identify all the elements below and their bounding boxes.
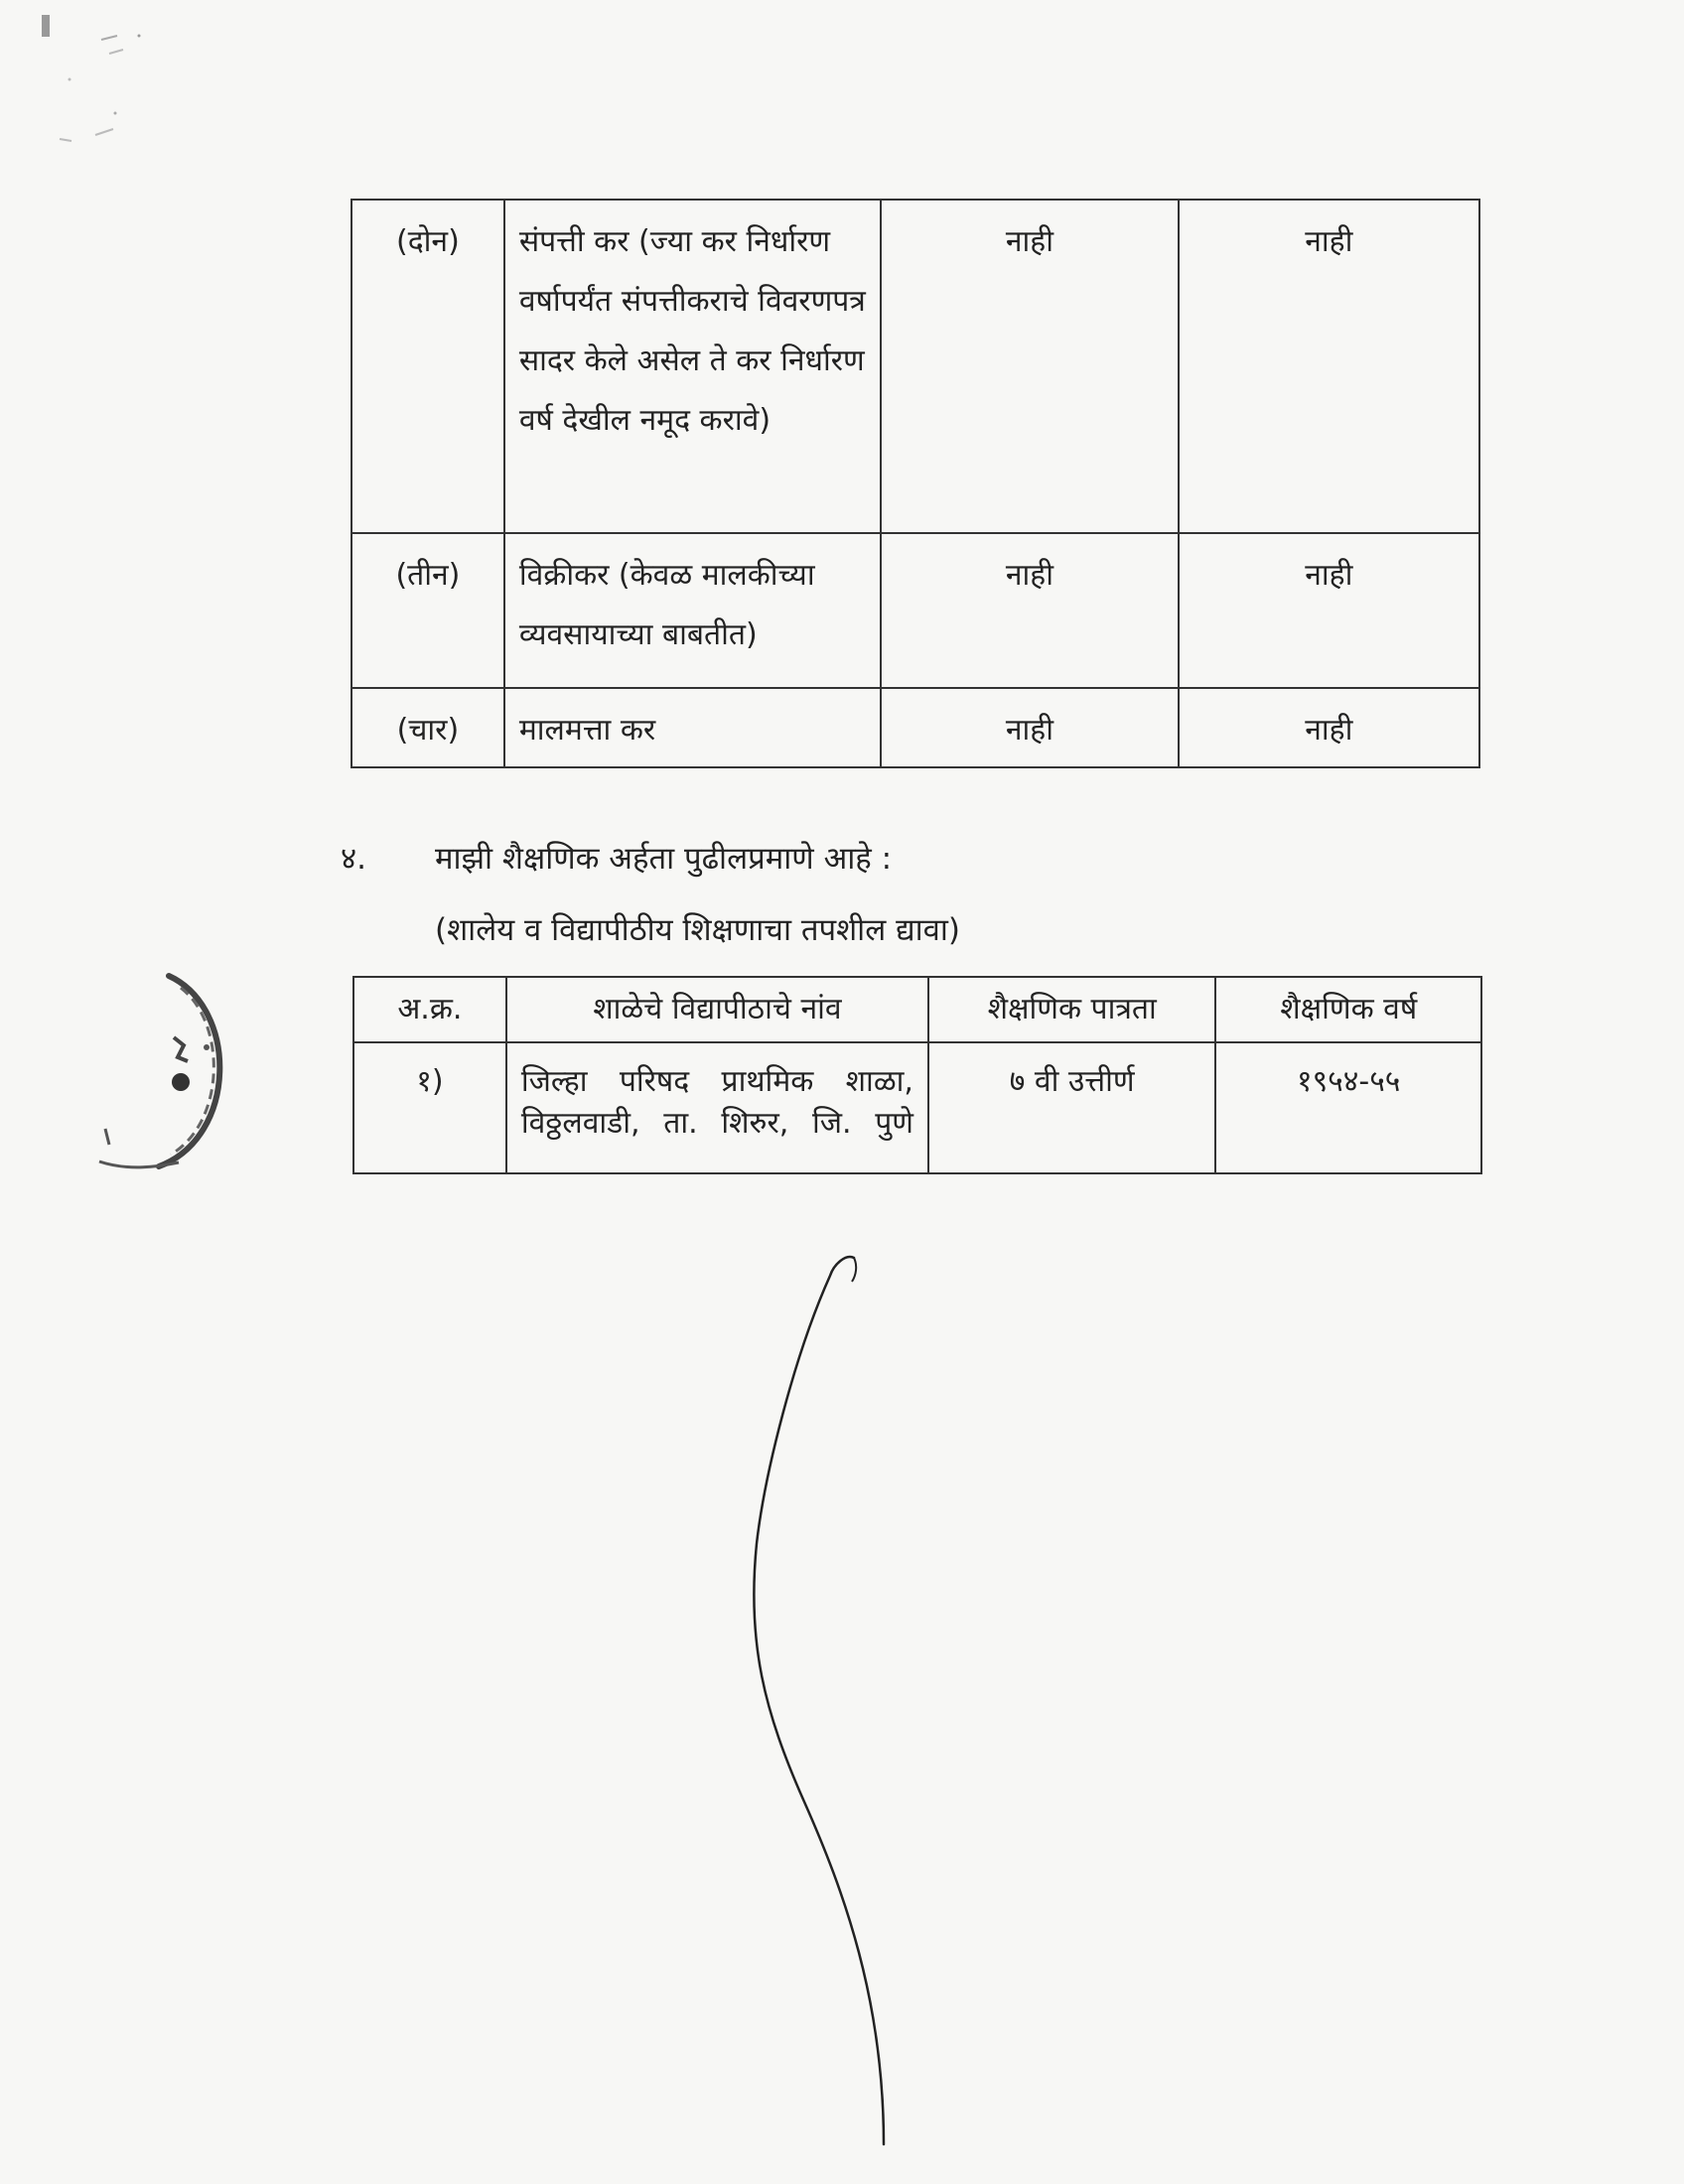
row-serial: (दोन) — [351, 200, 504, 533]
row-qualification: ७ वी उत्तीर्ण — [928, 1042, 1215, 1173]
handwritten-signature — [735, 1246, 913, 2149]
scan-artifact-marks — [40, 10, 159, 149]
column-header-academic-year: शैक्षणिक वर्ष — [1215, 977, 1481, 1042]
row-school-name: जिल्हा परिषद प्राथमिक शाळा, विठ्ठलवाडी, ता. शिरुर, जि. पुणे — [506, 1042, 928, 1173]
column-header-qualification: शैक्षणिक पात्रता — [928, 977, 1215, 1042]
tax-table — [351, 199, 1480, 768]
row-academic-year: १९५४-५५ — [1215, 1042, 1481, 1173]
row-value: नाही — [881, 533, 1178, 688]
row-description: मालमत्ता कर — [504, 688, 881, 767]
table-row — [351, 533, 1479, 688]
column-header-serial: अ.क्र. — [353, 977, 506, 1042]
row-value: नाही — [1179, 688, 1479, 767]
table-row — [353, 1042, 1481, 1173]
education-table — [352, 976, 1482, 1174]
row-serial: (तीन) — [351, 533, 504, 688]
row-description: संपत्ती कर (ज्या कर निर्धारण वर्षापर्यंत संपत्तीकराचे विवरणपत्र सादर केले असेल ते कर निर्धारण वर्ष देखील नमूद करावे) — [504, 200, 881, 533]
row-value: नाही — [881, 200, 1178, 533]
row-serial: (चार) — [351, 688, 504, 767]
row-value: नाही — [881, 688, 1178, 767]
table-header-row — [353, 977, 1481, 1042]
row-description: विक्रीकर (केवळ मालकीच्या व्यवसायाच्या बाबतीत) — [504, 533, 881, 688]
section-number: ४. — [341, 841, 366, 877]
section-heading — [341, 834, 892, 884]
row-value: नाही — [1179, 533, 1479, 688]
table-row — [351, 688, 1479, 767]
section-title: माझी शैक्षणिक अर्हता पुढीलप्रमाणे आहे : — [435, 841, 893, 877]
column-header-school-name: शाळेचे विद्यापीठाचे नांव — [506, 977, 928, 1042]
section-subheading: (शालेय व विद्यापीठीय शिक्षणाचा तपशील द्यावा) — [435, 912, 961, 948]
row-value: नाही — [1179, 200, 1479, 533]
table-row — [351, 200, 1479, 533]
row-serial: १) — [353, 1042, 506, 1173]
rubber-stamp-mark — [89, 968, 238, 1176]
